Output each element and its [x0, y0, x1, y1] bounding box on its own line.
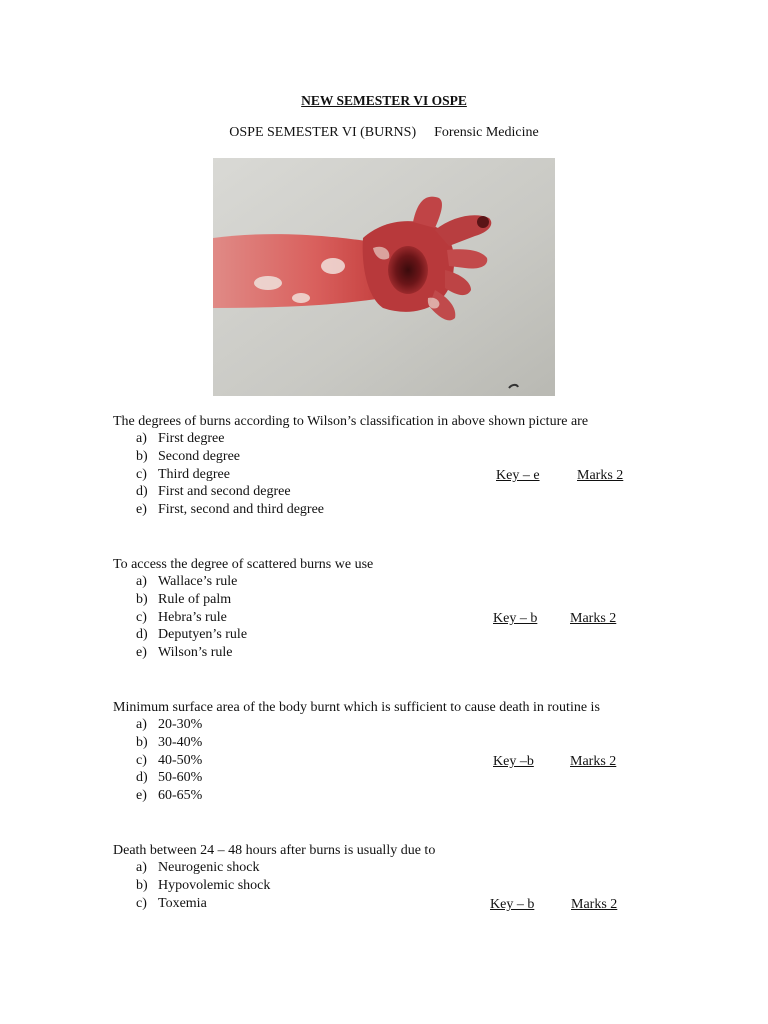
option-text: Second degree [158, 448, 241, 464]
option-text: Wilson’s rule [158, 645, 233, 661]
option-text: Neurogenic shock [158, 860, 260, 875]
marks-4: Marks 2 [571, 897, 618, 912]
option-text: 30-40% [158, 734, 203, 750]
options-list [113, 859, 435, 912]
option-text: First degree [158, 431, 225, 446]
question-1 [113, 414, 588, 519]
option-text: Hebra’s rule [158, 609, 227, 625]
option-text: Third degree [158, 466, 230, 482]
option-letter: e) [136, 645, 147, 661]
option-item [113, 716, 600, 734]
option-letter: d) [136, 484, 148, 500]
option-letter: d) [136, 627, 148, 643]
option-item [113, 430, 588, 448]
page-title: NEW SEMESTER VI OSPE [301, 93, 467, 108]
burned-hand-photo [213, 158, 555, 396]
option-letter: c) [136, 609, 147, 625]
option-item [113, 609, 373, 627]
option-text: Hypovolemic shock [158, 877, 271, 893]
question-2 [113, 557, 373, 662]
option-text: First and second degree [158, 484, 291, 500]
question-text: To access the degree of scattered burns we use [113, 557, 374, 572]
option-letter: a) [136, 431, 147, 446]
option-letter: e) [136, 502, 147, 518]
page-subtitle [0, 125, 768, 141]
option-item [113, 591, 373, 609]
question-text: The degrees of burns according to Wilson’s classification in above shown picture are [113, 414, 589, 429]
option-letter: a) [136, 574, 147, 589]
option-letter: a) [136, 860, 147, 875]
option-letter: b) [136, 591, 148, 607]
option-letter: b) [136, 734, 148, 750]
option-text: First, second and third degree [158, 502, 325, 518]
option-text: Deputyen’s rule [158, 627, 248, 643]
option-text: Rule of palm [158, 591, 232, 607]
option-letter: e) [136, 788, 147, 804]
question-text: Death between 24 – 48 hours after burns is usually due to [113, 843, 436, 858]
option-item [113, 877, 435, 895]
option-item [113, 483, 588, 501]
option-item [113, 769, 600, 787]
option-item [113, 573, 373, 591]
option-text: Wallace’s rule [158, 574, 238, 589]
option-item [113, 448, 588, 466]
marks-3: Marks 2 [570, 754, 617, 769]
option-item [113, 859, 435, 877]
option-item [113, 644, 373, 662]
option-item [113, 626, 373, 644]
marks-1: Marks 2 [577, 468, 624, 483]
answer-key-3: Key –b [493, 754, 534, 769]
answer-key-2: Key – b [493, 611, 538, 626]
option-letter: c) [136, 752, 147, 768]
option-letter: c) [136, 466, 147, 482]
option-letter: d) [136, 770, 148, 786]
option-letter: c) [136, 895, 147, 911]
option-letter: b) [136, 877, 148, 893]
answer-key-4: Key – b [490, 897, 535, 912]
question-4 [113, 843, 435, 912]
option-letter: b) [136, 448, 148, 464]
subtitle-subject: Forensic Medicine [434, 125, 539, 140]
question-text: Minimum surface area of the body burnt which is sufficient to cause death in routine is [113, 700, 600, 715]
option-text: 40-50% [158, 752, 203, 768]
option-item [113, 501, 588, 519]
option-text: 20-30% [158, 717, 203, 732]
option-item [113, 895, 435, 913]
subtitle-exam: OSPE SEMESTER VI (BURNS) [229, 125, 417, 140]
question-3 [113, 700, 600, 805]
option-text: 50-60% [158, 770, 203, 786]
answer-key-1: Key – e [496, 468, 540, 483]
option-letter: a) [136, 717, 147, 732]
option-text: Toxemia [158, 895, 207, 911]
option-item [113, 787, 600, 805]
option-text: 60-65% [158, 788, 203, 804]
marks-2: Marks 2 [570, 611, 617, 626]
options-list [113, 573, 373, 662]
option-item [113, 734, 600, 752]
